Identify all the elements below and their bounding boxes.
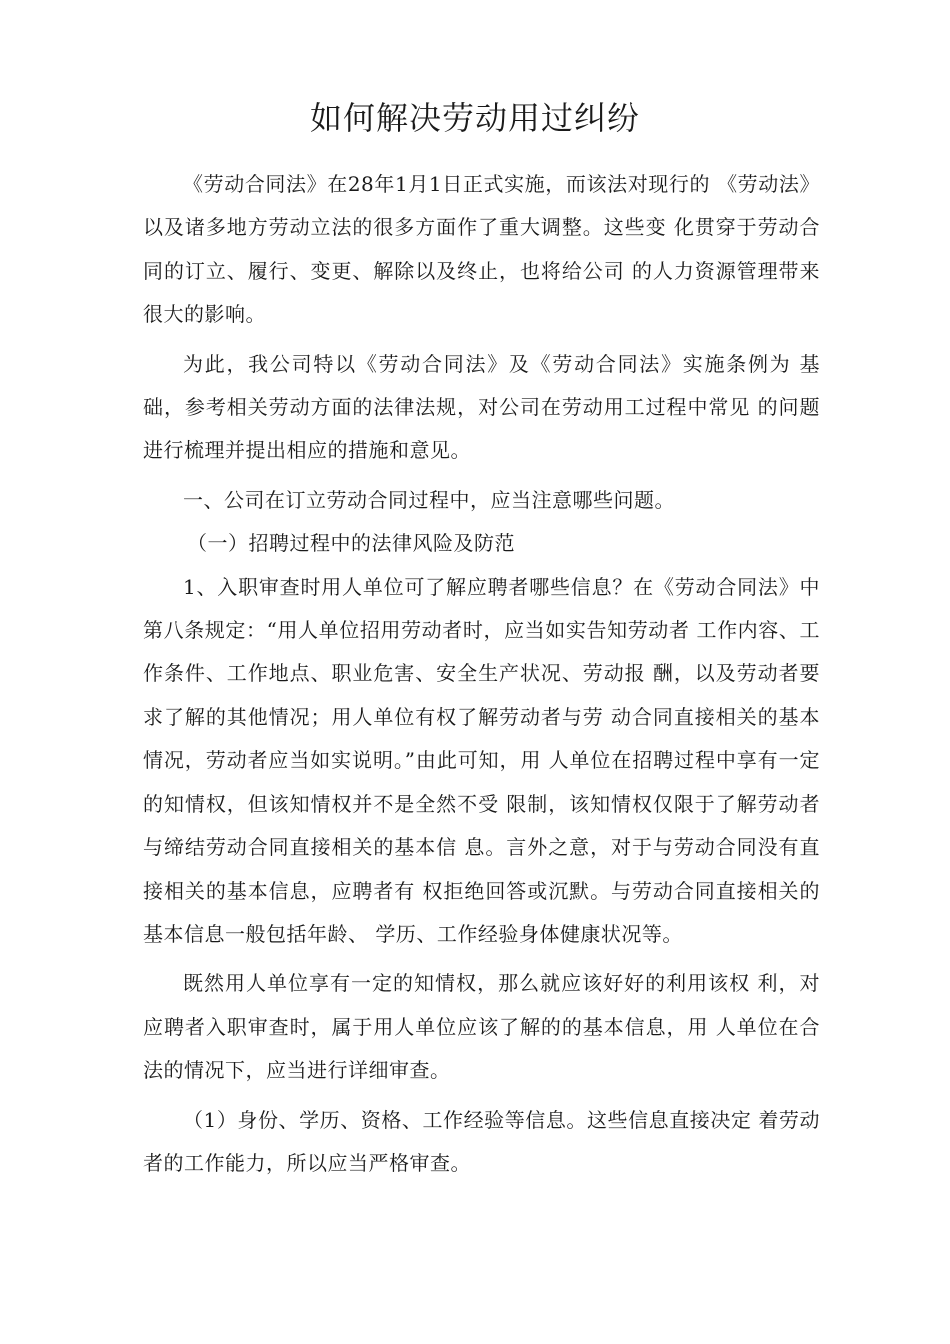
paragraph-right-to-know: 既然用人单位享有一定的知情权，那么就应该好好的利用该权 利，对应聘者入职审查时，属于用人单位应该了解的的基本信息，用 人单位在合法的情况下，应当进行详细审查。 <box>143 971 820 1083</box>
subsection-heading: （一）招聘过程中的法律风险及防范 <box>187 531 515 556</box>
paragraph-intro: 《劳动合同法》在28年1月1日正式实施，而该法对现行的 《劳动法》以及诸多地方劳动立法的很多方面作了重大调整。这些变 化贯穿于劳动合同的订立、履行、变更、解除以及终止，也将给公司 的人力资源管理带来很大的影响。 <box>143 172 820 327</box>
paragraph-point-1: （1）身份、学历、资格、工作经验等信息。这些信息直接决定 着劳动者的工作能力，所以应当严格审查。 <box>143 1107 820 1175</box>
document-title: 如何解决劳动用过纠纷 <box>309 99 640 137</box>
section-heading: 一、公司在订立劳动合同过程中，应当注意哪些问题。 <box>183 487 675 512</box>
paragraph-purpose: 为此，我公司特以《劳动合同法》及《劳动合同法》实施条例为 基础，参考相关劳动方面的法律法规，对公司在劳动用工过程中常见 的问题进行梳理并提出相应的措施和意见。 <box>143 351 820 463</box>
document-body <box>143 163 820 1185</box>
paragraph-item-1: 1、入职审查时用人单位可了解应聘者哪些信息？在《劳动合同法》中第八条规定：“用人单位招用劳动者时，应当如实告知劳动者 工作内容、工作条件、工作地点、职业危害、安全生产状况、劳动报 酬，以及劳动者要求了解的其他情况；用人单位有权了解劳动者与劳 动合同直接相关的基本情况，劳动者应当如实说明。”由此可知，用 人单位在招聘过程中享有一定的知情权，但该知情权并不是全然不受 限制，该知情权仅限于了解劳动者与缔结劳动合同直接相关的基本信 息。言外之意，对于与劳动合同没有直接相关的基本信息，应聘者有 权拒绝回答或沉默。与劳动合同直接相关的基本信息一般包括年龄、 学历、工作经验身体健康状况等。 <box>143 574 820 946</box>
